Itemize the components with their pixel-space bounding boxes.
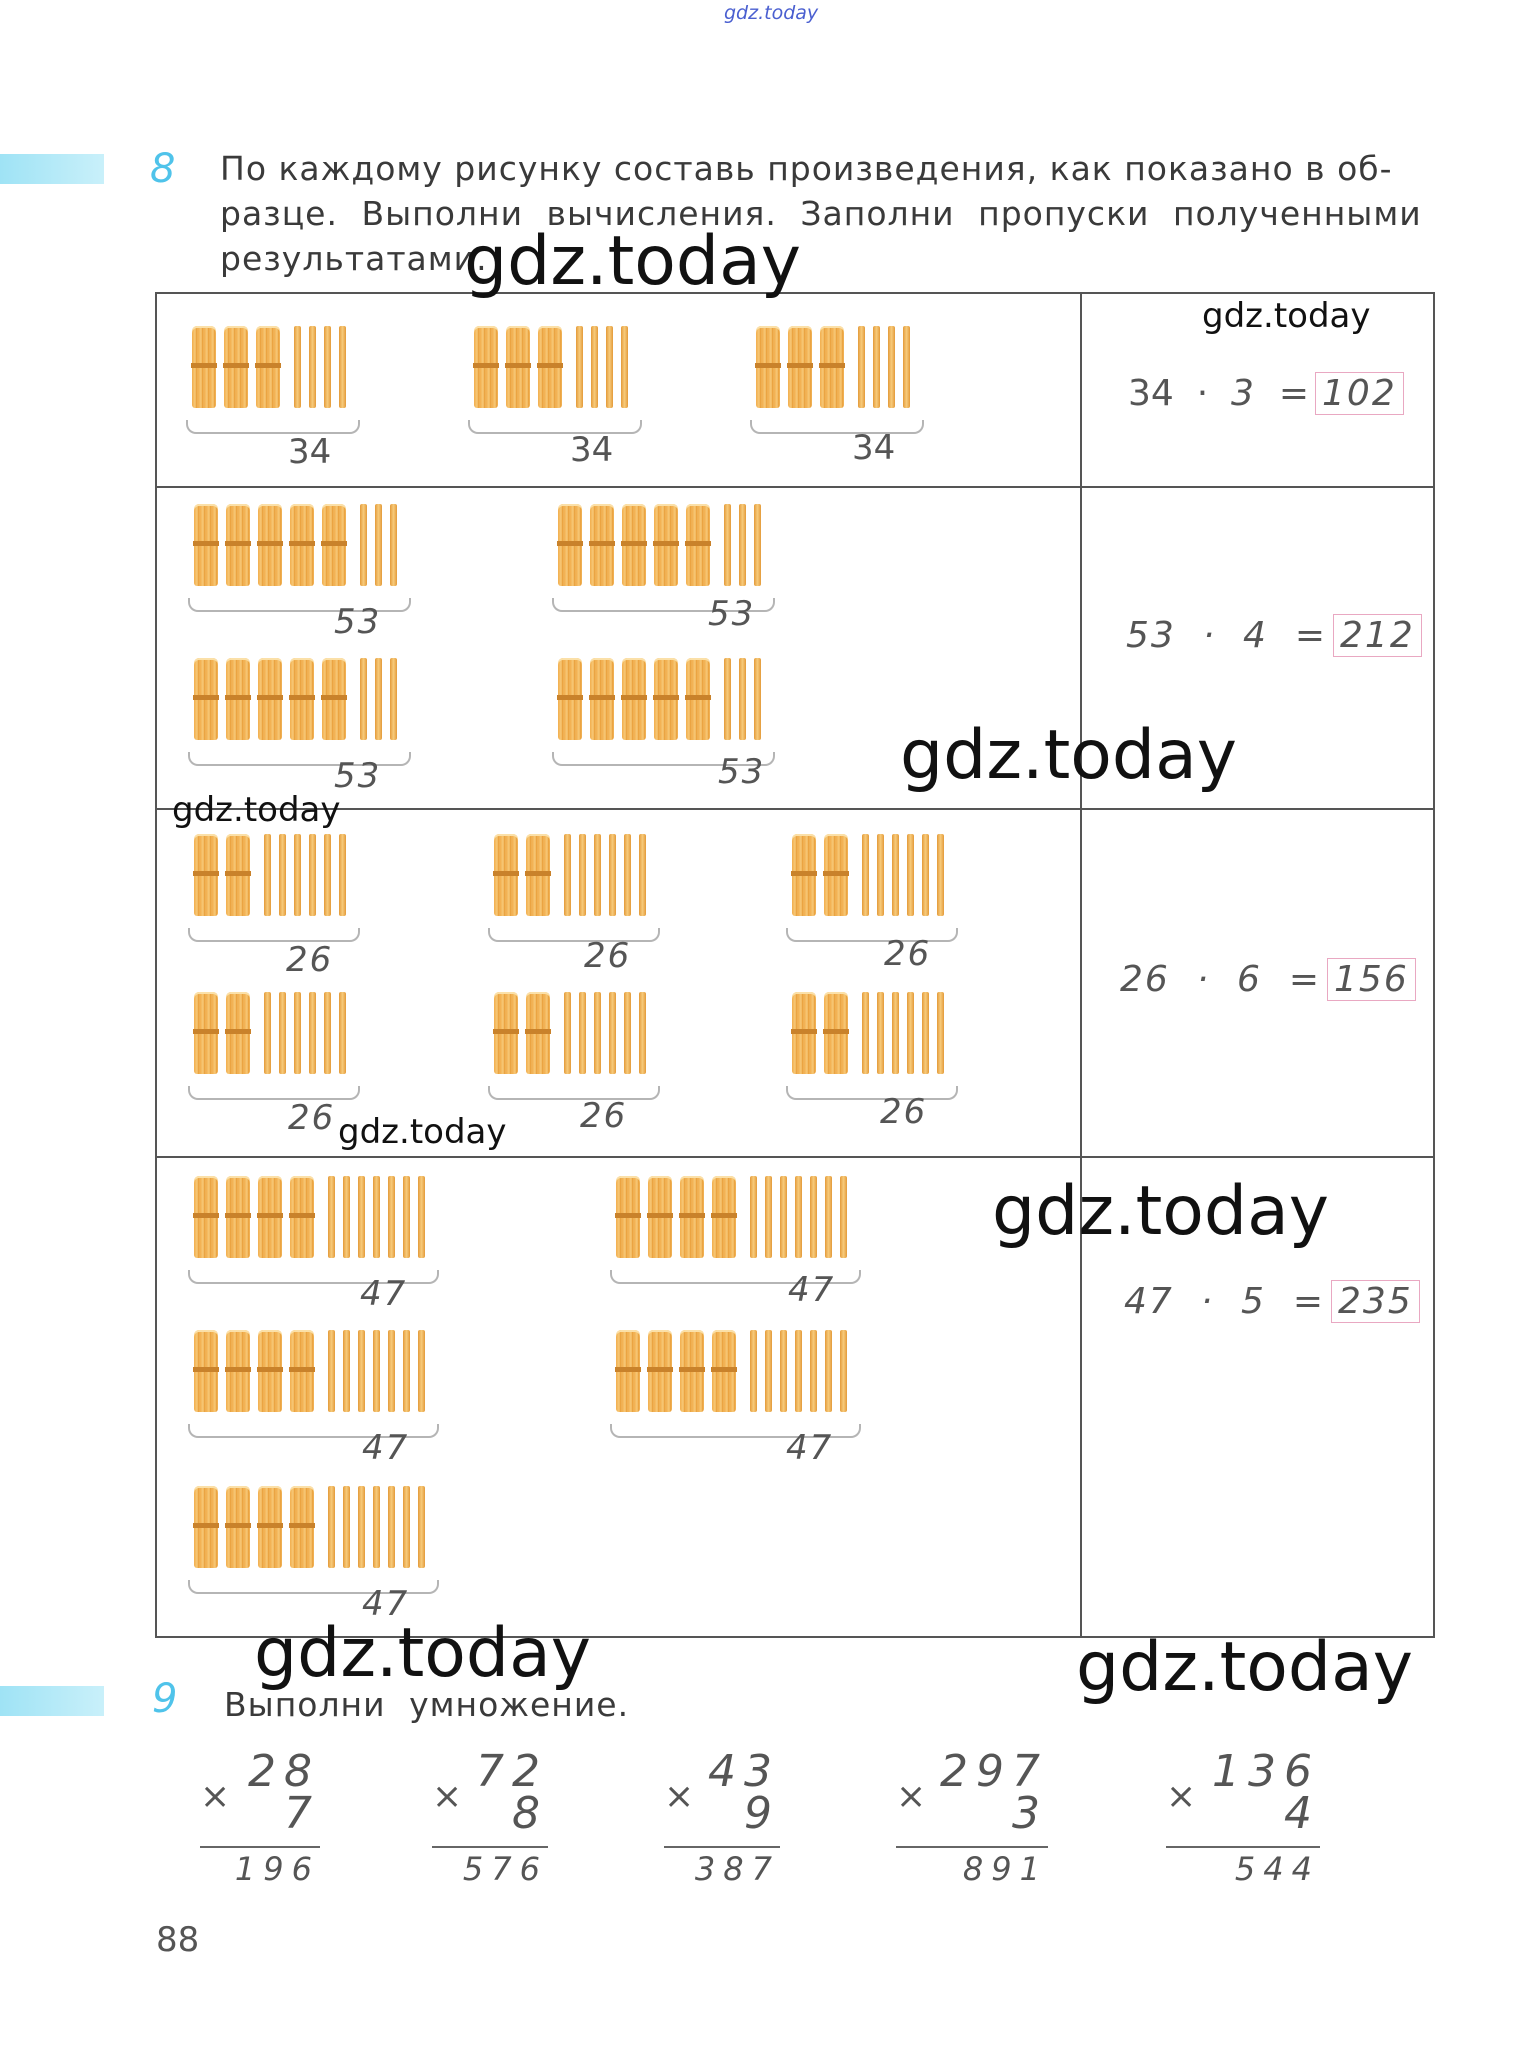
single-stick: [810, 1330, 817, 1412]
ten-stick-bundle: [494, 834, 518, 916]
row-1-label-1: 34: [288, 432, 332, 472]
factor-a: 28: [248, 1746, 320, 1797]
single-stick: [328, 1176, 335, 1258]
single-stick: [639, 834, 646, 916]
eq-4-a: 47: [1124, 1281, 1174, 1322]
eq-1-b: 3: [1231, 373, 1256, 414]
ten-stick-bundle: [192, 326, 216, 408]
single-stick: [825, 1330, 832, 1412]
single-stick: [375, 658, 382, 740]
watermark-big-5: gdz.today: [1076, 1628, 1413, 1707]
single-stick: [309, 326, 316, 408]
single-stick: [765, 1176, 772, 1258]
ten-stick-bundle: [194, 504, 218, 586]
ten-stick-bundle: [526, 834, 550, 916]
ten-stick-bundle: [686, 504, 710, 586]
task-9-marker-bar: [0, 1686, 104, 1716]
row-1-equation: [1128, 372, 1404, 415]
sum-line: [664, 1846, 780, 1848]
ten-stick-bundle: [648, 1330, 672, 1412]
sum-line: [200, 1846, 320, 1848]
task-8-number: 8: [150, 146, 176, 192]
single-stick: [609, 992, 616, 1074]
single-stick: [750, 1330, 757, 1412]
single-stick: [388, 1330, 395, 1412]
multiplication-4: [896, 1746, 1048, 1896]
ten-stick-bundle: [590, 658, 614, 740]
factor-a: 297: [940, 1746, 1048, 1797]
ten-stick-bundle: [226, 504, 250, 586]
eq-3-a: 26: [1120, 959, 1170, 1000]
product: 891: [962, 1850, 1048, 1888]
single-stick: [937, 834, 944, 916]
single-stick: [418, 1486, 425, 1568]
ten-stick-bundle: [616, 1330, 640, 1412]
times-sign: ×: [1166, 1776, 1197, 1817]
ten-stick-bundle: [258, 504, 282, 586]
single-stick: [892, 834, 899, 916]
single-stick: [795, 1330, 802, 1412]
single-stick: [343, 1176, 350, 1258]
product: 387: [694, 1850, 780, 1888]
factor-a: 43: [708, 1746, 780, 1797]
times-sign: ×: [432, 1776, 463, 1817]
single-stick: [564, 992, 571, 1074]
multiplication-2: [432, 1746, 548, 1896]
eq-2-op: ·: [1202, 615, 1217, 656]
row-2-label-2: 53: [708, 594, 756, 634]
single-stick: [309, 834, 316, 916]
ten-stick-bundle: [290, 1176, 314, 1258]
stick-group: [792, 992, 952, 1116]
single-stick: [877, 992, 884, 1074]
eq-3-op: ·: [1196, 959, 1211, 1000]
single-stick: [840, 1330, 847, 1412]
eq-2-equals: =: [1294, 615, 1328, 656]
multiplication-5: [1166, 1746, 1320, 1896]
row-3-equation: [1120, 958, 1416, 1001]
times-sign: ×: [896, 1776, 927, 1817]
ten-stick-bundle: [648, 1176, 672, 1258]
group-brace: [750, 420, 924, 434]
ten-stick-bundle: [558, 658, 582, 740]
single-stick: [373, 1486, 380, 1568]
multiplication-3: [664, 1746, 780, 1896]
single-stick: [858, 326, 865, 408]
ten-stick-bundle: [558, 504, 582, 586]
eq-4-b: 5: [1241, 1281, 1266, 1322]
ten-stick-bundle: [194, 1486, 218, 1568]
ten-stick-bundle: [538, 326, 562, 408]
eq-4-result-box: 235: [1331, 1280, 1420, 1323]
task-8-text: [220, 146, 1440, 281]
single-stick: [373, 1330, 380, 1412]
group-brace: [186, 420, 360, 434]
single-stick: [579, 834, 586, 916]
task-8-line-1: По каждому рисунку составь произведения, как показано в об-: [220, 149, 1393, 188]
single-stick: [780, 1176, 787, 1258]
single-stick: [279, 992, 286, 1074]
row-4-label-3: 47: [362, 1428, 410, 1468]
eq-1-op: ·: [1196, 373, 1209, 414]
times-sign: ×: [664, 1776, 695, 1817]
ten-stick-bundle: [194, 1176, 218, 1258]
row-2-label-1: 53: [334, 602, 382, 642]
ten-stick-bundle: [290, 504, 314, 586]
ten-stick-bundle: [680, 1330, 704, 1412]
row-4-label-5: 47: [362, 1584, 410, 1624]
task-9-number: 9: [152, 1676, 178, 1722]
ten-stick-bundle: [322, 658, 346, 740]
ten-stick-bundle: [622, 504, 646, 586]
ten-stick-bundle: [590, 504, 614, 586]
single-stick: [594, 992, 601, 1074]
single-stick: [591, 326, 598, 408]
single-stick: [862, 992, 869, 1074]
task-9-title: Выполни умножение.: [224, 1685, 630, 1724]
watermark-big-1: gdz.today: [464, 222, 801, 301]
single-stick: [264, 834, 271, 916]
single-stick: [343, 1330, 350, 1412]
single-stick: [609, 834, 616, 916]
factor-b: 7: [284, 1788, 320, 1839]
eq-1-result-box: 102: [1315, 372, 1404, 415]
ten-stick-bundle: [194, 834, 218, 916]
single-stick: [264, 992, 271, 1074]
row-1-label-3: 34: [852, 428, 896, 468]
eq-1-a: 34: [1128, 373, 1174, 414]
product: 544: [1234, 1850, 1320, 1888]
group-brace: [786, 1086, 958, 1100]
single-stick: [390, 504, 397, 586]
single-stick: [639, 992, 646, 1074]
watermark-top: gdz.today: [724, 2, 819, 24]
ten-stick-bundle: [712, 1176, 736, 1258]
row-3-label-3: 26: [884, 934, 932, 974]
ten-stick-bundle: [290, 658, 314, 740]
single-stick: [324, 834, 331, 916]
single-stick: [294, 834, 301, 916]
ten-stick-bundle: [226, 1176, 250, 1258]
multiplication-1: [200, 1746, 320, 1896]
single-stick: [358, 1486, 365, 1568]
row-2-label-3: 53: [334, 756, 382, 796]
row-3-label-4: 26: [288, 1098, 336, 1138]
ten-stick-bundle: [824, 992, 848, 1074]
ten-stick-bundle: [820, 326, 844, 408]
single-stick: [862, 834, 869, 916]
table-row-divider-1: [155, 486, 1435, 488]
row-3-label-5: 26: [580, 1096, 628, 1136]
task-8-line-2: разце. Выполни вычисления. Заполни пропуски полученными: [220, 194, 1422, 233]
task-8-marker-bar: [0, 154, 104, 184]
single-stick: [418, 1176, 425, 1258]
product: 196: [234, 1850, 320, 1888]
ten-stick-bundle: [506, 326, 530, 408]
eq-2-a: 53: [1126, 615, 1176, 656]
row-1-label-2: 34: [570, 430, 614, 470]
single-stick: [579, 992, 586, 1074]
watermark-big-4: gdz.today: [254, 1614, 591, 1693]
ten-stick-bundle: [680, 1176, 704, 1258]
single-stick: [888, 326, 895, 408]
single-stick: [294, 326, 301, 408]
single-stick: [403, 1330, 410, 1412]
single-stick: [339, 992, 346, 1074]
single-stick: [339, 326, 346, 408]
row-3-label-1: 26: [286, 940, 334, 980]
row-4-label-2: 47: [788, 1270, 836, 1310]
table-row-divider-2: [155, 808, 1435, 810]
eq-3-equals: =: [1288, 959, 1322, 1000]
sum-line: [1166, 1846, 1320, 1848]
ten-stick-bundle: [792, 992, 816, 1074]
single-stick: [724, 504, 731, 586]
row-4-label-4: 47: [786, 1428, 834, 1468]
single-stick: [339, 834, 346, 916]
eq-4-op: ·: [1200, 1281, 1215, 1322]
eq-2-b: 4: [1243, 615, 1268, 656]
single-stick: [309, 992, 316, 1074]
ten-stick-bundle: [792, 834, 816, 916]
single-stick: [724, 658, 731, 740]
single-stick: [739, 504, 746, 586]
ten-stick-bundle: [290, 1486, 314, 1568]
single-stick: [922, 834, 929, 916]
eq-2-result-box: 212: [1333, 614, 1422, 657]
single-stick: [739, 658, 746, 740]
factor-b: 4: [1284, 1788, 1320, 1839]
row-2-label-4: 53: [718, 752, 766, 792]
single-stick: [873, 326, 880, 408]
single-stick: [360, 658, 367, 740]
ten-stick-bundle: [258, 1330, 282, 1412]
ten-stick-bundle: [756, 326, 780, 408]
ten-stick-bundle: [258, 1486, 282, 1568]
single-stick: [624, 834, 631, 916]
ten-stick-bundle: [194, 658, 218, 740]
single-stick: [621, 326, 628, 408]
single-stick: [403, 1176, 410, 1258]
ten-stick-bundle: [258, 1176, 282, 1258]
single-stick: [877, 834, 884, 916]
single-stick: [279, 834, 286, 916]
ten-stick-bundle: [258, 658, 282, 740]
ten-stick-bundle: [622, 658, 646, 740]
single-stick: [576, 326, 583, 408]
single-stick: [343, 1486, 350, 1568]
single-stick: [324, 992, 331, 1074]
ten-stick-bundle: [226, 1486, 250, 1568]
ten-stick-bundle: [712, 1330, 736, 1412]
group-brace: [468, 420, 642, 434]
single-stick: [358, 1330, 365, 1412]
single-stick: [754, 658, 761, 740]
ten-stick-bundle: [226, 658, 250, 740]
row-4-label-1: 47: [360, 1274, 408, 1314]
product: 576: [462, 1850, 548, 1888]
group-brace: [188, 928, 360, 942]
single-stick: [937, 992, 944, 1074]
factor-b: 8: [512, 1788, 548, 1839]
single-stick: [418, 1330, 425, 1412]
single-stick: [810, 1176, 817, 1258]
single-stick: [840, 1176, 847, 1258]
single-stick: [765, 1330, 772, 1412]
watermark-big-2: gdz.today: [900, 716, 1237, 795]
single-stick: [795, 1176, 802, 1258]
single-stick: [328, 1486, 335, 1568]
ten-stick-bundle: [526, 992, 550, 1074]
single-stick: [294, 992, 301, 1074]
single-stick: [358, 1176, 365, 1258]
eq-3-b: 6: [1237, 959, 1262, 1000]
single-stick: [375, 504, 382, 586]
factor-a: 72: [476, 1746, 548, 1797]
single-stick: [907, 992, 914, 1074]
row-2-equation: [1126, 614, 1422, 657]
single-stick: [373, 1176, 380, 1258]
table-column-divider: [1080, 292, 1082, 1638]
factor-a: 136: [1212, 1746, 1320, 1797]
watermark-small-1: gdz.today: [1202, 296, 1371, 336]
task-8-line-3: результатами.: [220, 239, 488, 278]
single-stick: [606, 326, 613, 408]
single-stick: [922, 992, 929, 1074]
group-brace: [786, 928, 958, 942]
single-stick: [388, 1486, 395, 1568]
ten-stick-bundle: [224, 326, 248, 408]
factor-b: 3: [1012, 1788, 1048, 1839]
watermark-small-2: gdz.today: [172, 790, 341, 830]
eq-3-result-box: 156: [1327, 958, 1416, 1001]
single-stick: [825, 1176, 832, 1258]
eq-4-equals: =: [1292, 1281, 1326, 1322]
row-3-label-2: 26: [584, 936, 632, 976]
ten-stick-bundle: [226, 834, 250, 916]
single-stick: [624, 992, 631, 1074]
page-number: 88: [156, 1920, 200, 1960]
stick-group: [494, 992, 654, 1116]
single-stick: [388, 1176, 395, 1258]
ten-stick-bundle: [194, 992, 218, 1074]
ten-stick-bundle: [256, 326, 280, 408]
group-brace: [488, 1086, 660, 1100]
ten-stick-bundle: [788, 326, 812, 408]
sum-line: [432, 1846, 548, 1848]
single-stick: [564, 834, 571, 916]
single-stick: [903, 326, 910, 408]
ten-stick-bundle: [654, 504, 678, 586]
watermark-big-3: gdz.today: [992, 1172, 1329, 1251]
ten-stick-bundle: [226, 992, 250, 1074]
single-stick: [892, 992, 899, 1074]
ten-stick-bundle: [474, 326, 498, 408]
ten-stick-bundle: [322, 504, 346, 586]
sum-line: [896, 1846, 1048, 1848]
table-row-divider-3: [155, 1156, 1435, 1158]
single-stick: [750, 1176, 757, 1258]
ten-stick-bundle: [616, 1176, 640, 1258]
ten-stick-bundle: [290, 1330, 314, 1412]
ten-stick-bundle: [194, 1330, 218, 1412]
ten-stick-bundle: [226, 1330, 250, 1412]
single-stick: [390, 658, 397, 740]
group-brace: [488, 928, 660, 942]
single-stick: [780, 1330, 787, 1412]
row-3-label-6: 26: [880, 1092, 928, 1132]
single-stick: [328, 1330, 335, 1412]
times-sign: ×: [200, 1776, 231, 1817]
factor-b: 9: [744, 1788, 780, 1839]
row-4-equation: [1124, 1280, 1420, 1323]
ten-stick-bundle: [494, 992, 518, 1074]
single-stick: [594, 834, 601, 916]
ten-stick-bundle: [654, 658, 678, 740]
single-stick: [907, 834, 914, 916]
ten-stick-bundle: [824, 834, 848, 916]
single-stick: [754, 504, 761, 586]
ten-stick-bundle: [686, 658, 710, 740]
single-stick: [360, 504, 367, 586]
single-stick: [403, 1486, 410, 1568]
watermark-small-3: gdz.today: [338, 1112, 507, 1152]
single-stick: [324, 326, 331, 408]
eq-1-equals: =: [1278, 373, 1310, 414]
